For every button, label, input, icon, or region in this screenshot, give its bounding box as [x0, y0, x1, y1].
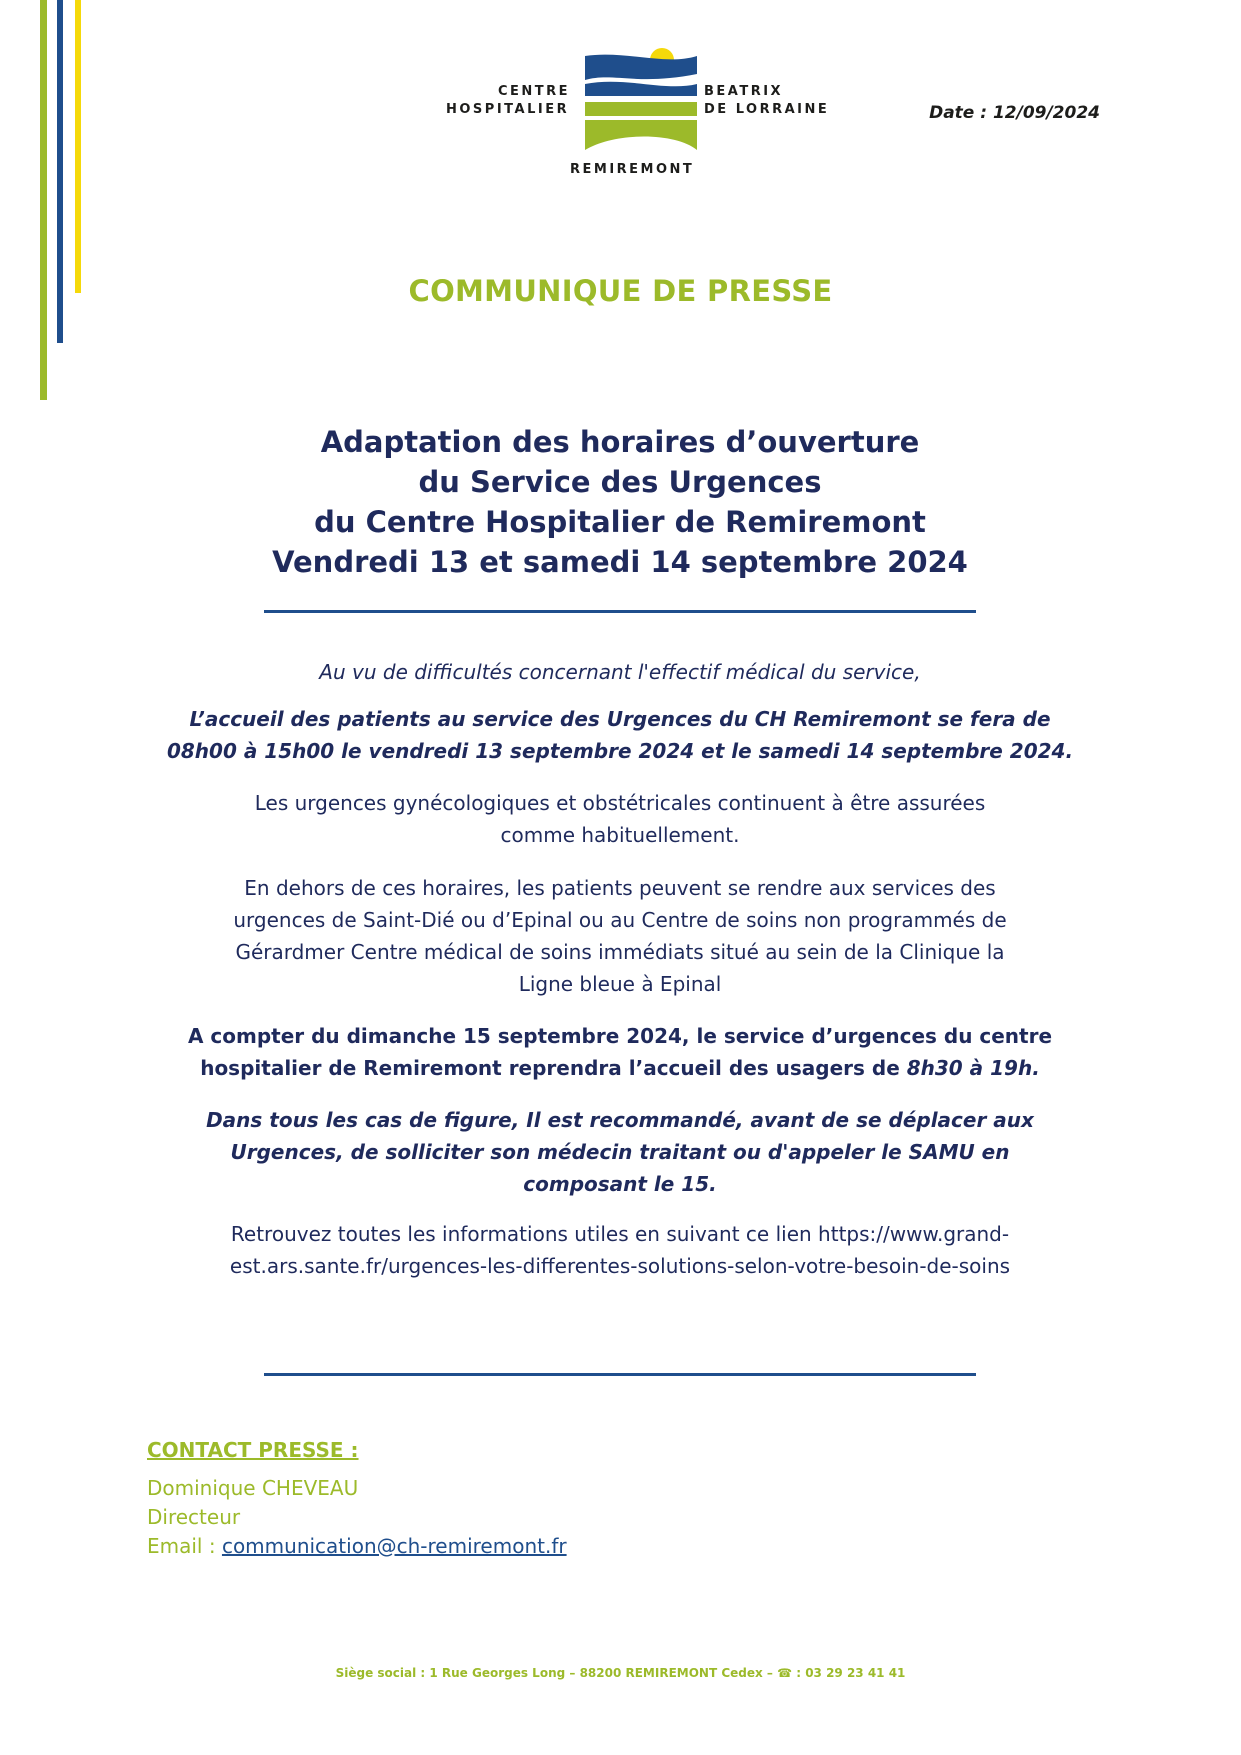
divider-bottom — [264, 1373, 976, 1376]
contact-email-row — [147, 1532, 567, 1561]
logo-text-centre: CENTRE — [498, 84, 571, 99]
link-info-paragraph — [120, 1218, 1120, 1282]
link-info-line: est.ars.sante.fr/urgences-les-differentes-solutions-selon-votre-besoin-de-soins — [229, 1254, 1011, 1278]
logo-text-hospitalier: HOSPITALIER — [446, 102, 570, 117]
gyneco-line: comme habituellement. — [500, 823, 740, 847]
document-date: Date : 12/09/2024 — [929, 103, 1100, 123]
intro-text — [120, 656, 1120, 688]
recommendation-line: Urgences, de solliciter son médecin traitant ou d'appeler le SAMU en — [230, 1140, 1010, 1164]
outside-hours-line: Gérardmer Centre médical de soins immédiats situé au sein de la Clinique la — [235, 940, 1005, 964]
headline-line: Adaptation des horaires d’ouverture — [320, 425, 920, 459]
gyneco-paragraph — [120, 787, 1120, 851]
headline-line: Vendredi 13 et samedi 14 septembre 2024 — [272, 545, 968, 579]
decor-bar-yellow — [75, 0, 81, 293]
contact-name: Dominique CHEVEAU — [147, 1476, 359, 1500]
resume-line-main: hospitalier de Remiremont reprendra l’accueil des usagers de — [200, 1056, 907, 1080]
contact-role: Directeur — [147, 1505, 241, 1529]
resume-hours: 8h30 à 19h. — [906, 1056, 1040, 1080]
headline-line: du Service des Urgences — [418, 465, 822, 499]
logo-emblem-icon — [585, 46, 697, 152]
footer-address: Siège social : 1 Rue Georges Long – 88200 REMIREMONT Cedex – ☎ : 03 29 23 41 41 — [335, 1666, 906, 1680]
hours-line: L’accueil des patients au service des Urgences du CH Remiremont se fera de — [189, 707, 1051, 731]
intro-line: Au vu de difficultés concernant l'effectif médical du service, — [319, 660, 921, 684]
resume-paragraph — [120, 1020, 1120, 1084]
link-info-line: Retrouvez toutes les informations utiles en suivant ce lien https://www.grand- — [230, 1222, 1010, 1246]
headline — [170, 422, 1070, 582]
recommendation-line: Dans tous les cas de figure, Il est recommandé, avant de se déplacer aux — [206, 1108, 1034, 1132]
resume-line: A compter du dimanche 15 septembre 2024, le service d’urgences du centre — [187, 1024, 1053, 1048]
hours-line: 08h00 à 15h00 le vendredi 13 septembre 2024 et le samedi 14 septembre 2024. — [166, 739, 1074, 763]
resume-line — [120, 1052, 1120, 1084]
decor-bar-green — [40, 0, 47, 400]
recommendation-line: composant le 15. — [523, 1172, 717, 1196]
recommendation-paragraph — [120, 1104, 1120, 1200]
outside-hours-line: urgences de Saint-Dié ou d’Epinal ou au Centre de soins non programmés de — [233, 908, 1007, 932]
contact-email-label: Email : — [147, 1534, 222, 1558]
contact-block — [147, 1474, 567, 1561]
press-title: COMMUNIQUE DE PRESSE — [408, 274, 833, 308]
logo-text-de-lorraine: DE LORRAINE — [704, 102, 830, 117]
outside-hours-line: Ligne bleue à Epinal — [518, 972, 722, 996]
hours-announcement — [120, 703, 1120, 767]
logo-text-beatrix: BEATRIX — [704, 84, 784, 99]
outside-hours-paragraph — [120, 872, 1120, 1000]
outside-hours-line: En dehors de ces horaires, les patients peuvent se rendre aux services des — [244, 876, 996, 900]
contact-title: CONTACT PRESSE : — [147, 1438, 359, 1462]
divider-top — [264, 610, 976, 613]
hospital-logo — [440, 46, 850, 186]
contact-email-link[interactable]: communication@ch-remiremont.fr — [221, 1534, 567, 1558]
gyneco-line: Les urgences gynécologiques et obstétricales continuent à être assurées — [254, 791, 986, 815]
logo-text-remiremont: REMIREMONT — [570, 162, 695, 177]
headline-line: du Centre Hospitalier de Remiremont — [314, 505, 926, 539]
